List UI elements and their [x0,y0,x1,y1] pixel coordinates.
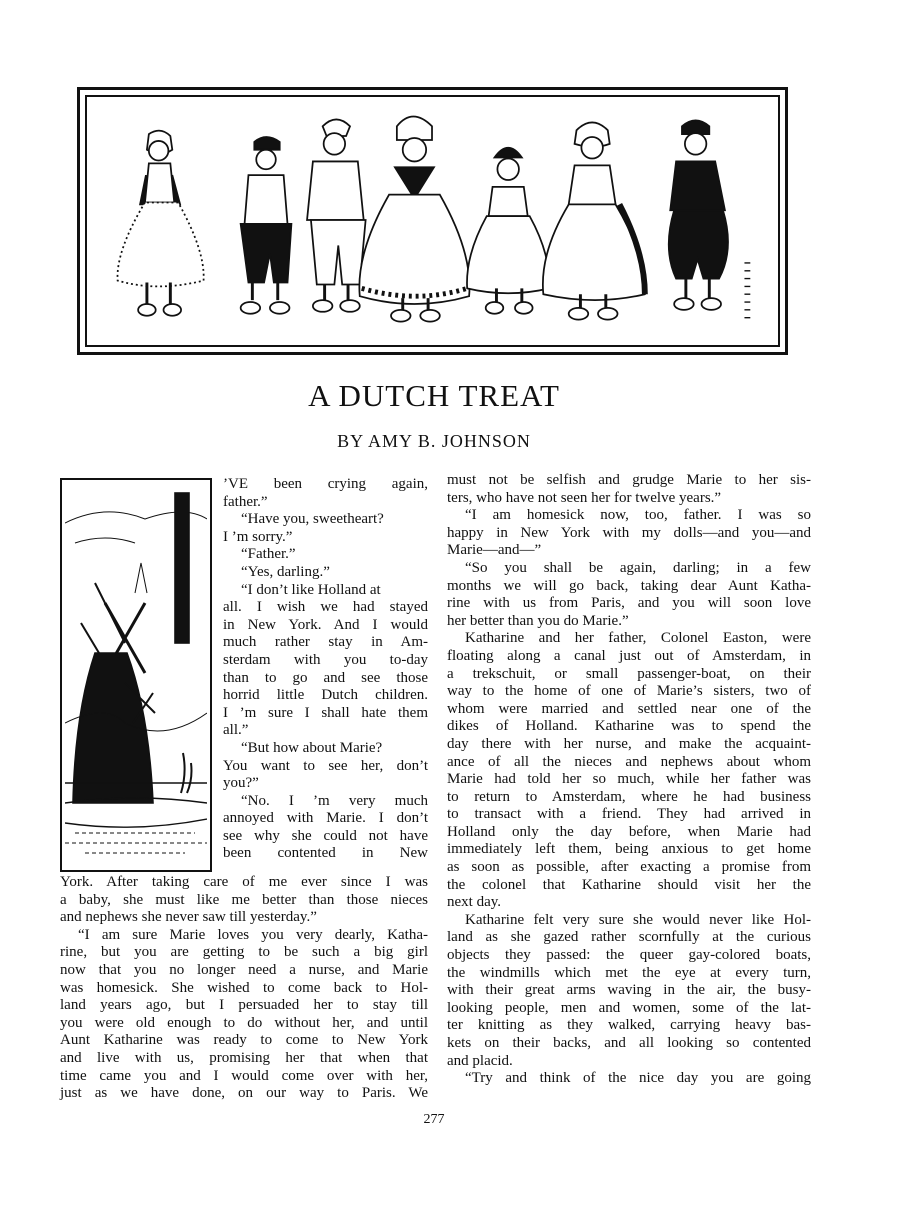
text-line: her better than you do Marie.” [447,612,629,629]
text-line: “Try and think of the nice day you are going [465,1070,811,1087]
text-line: I ’m sure I shall hate them [223,704,428,721]
text-line: time came you and I would come over with her, [60,1067,428,1084]
text-line: to transact with a friend. They had arrived in [447,806,811,823]
dutch-girl-figure-5 [467,148,549,314]
text-line: ance of all the nieces and nephews about whom [447,753,811,770]
text-line: Holland only the day before, when Marie had [447,823,811,840]
text-line: day there with her nurse, and make the acquaint- [447,735,811,752]
text-line: the colonel that Katharine should visit her the [447,876,811,893]
text-line: ters, who have not seen her for twelve years.” [447,489,722,506]
text-line: objects they passed: the queer gay-colored boats, [447,947,811,964]
text-line: than to go and see those [223,669,428,686]
text-line: Katharine and her father, Colonel Easton, were [465,630,811,647]
text-line: whom were married and settled near one of the [447,700,811,717]
text-line: and live with us, promising her that when that [60,1049,428,1066]
dutch-boy-figure-7 [669,120,728,309]
text-line: sterdam with you to-day [223,651,428,668]
artist-signature [744,263,750,318]
text-line: “Father.” [241,546,296,563]
text-line: with their great arms waving in the air, the busy- [447,982,811,999]
windmill-drawing [65,483,207,867]
text-line: Marie—and—” [447,542,542,559]
text-line: kets on their backs, and all looking so contented [447,1035,811,1051]
article-byline: BY AMY B. JOHNSON [337,431,531,451]
text-line: “Yes, darling.” [241,563,330,580]
text-line: Katharine felt very sure she would never like Hol- [465,911,811,928]
text-line: you were old enough to do without her, and until [60,1014,428,1031]
text-line: I ’m sorry.” [223,528,293,545]
text-line: You want to see her, don’t [223,757,428,774]
text-line: and placid. [447,1052,513,1069]
text-line: months we will go back, taking dear Aunt Katha- [447,577,811,594]
page-number: 277 [423,1112,445,1127]
text-line: “I don’t like Holland at [241,581,381,598]
dutch-girl-figure-4 [359,117,469,322]
text-line: just as we have done, on our way to Paris. We [60,1085,428,1102]
text-line: father.” [223,493,268,510]
text-column-b [60,874,428,1103]
windmill-tower [73,653,153,803]
text-line: all.” [223,722,249,739]
dutch-children-illustration [87,97,778,345]
text-line: horrid little Dutch children. [223,687,428,704]
illustration-banner [77,87,788,355]
text-line: “Have you, sweetheart? [241,511,384,528]
text-line: way to the home of one of Marie’s sisters, two of [447,683,811,700]
text-line: “But how about Marie? [241,739,383,756]
text-line: looking people, men and women, some of the lat- [447,999,811,1016]
text-line: you?” [223,775,259,792]
text-line: “I am homesick now, too, father. I was so [465,507,811,524]
text-line: ’VE been crying again, [223,476,428,492]
article-title: A DUTCH TREAT [308,378,560,413]
text-line: now that you no longer need a nurse, and Marie [60,961,428,978]
dark-post [175,493,189,643]
text-line: in New York. And I would [223,616,428,633]
text-line: next day. [447,894,502,911]
text-line: much rather stay in Am- [223,634,428,651]
text-line: as soon as possible, after exacting a promise from [447,859,811,876]
text-line: immediately left them, being anxious to get home [447,841,811,858]
text-line: a baby, she must like me better than those nieces [60,891,428,908]
text-line: all. I wish we had stayed [223,599,428,616]
text-line: Marie had told her so much, while her father was [447,771,811,788]
text-line: annoyed with Marie. I don’t [223,810,428,827]
text-line: “I am sure Marie loves you very dearly, Katha- [78,926,428,943]
text-line: land years ago, but I persuaded her to stay till [60,997,428,1014]
text-line: happy in New York with my dolls—and you—and [447,524,811,541]
text-column-a [223,476,428,863]
text-column-c [447,472,811,1088]
text-line: “No. I ’m very much [241,792,428,809]
illustration-frame [85,95,780,347]
text-line: been contented in New [223,845,428,862]
text-line: the windmills which met the eye at every turn, [447,964,811,981]
text-line: to return to Amsterdam, where he had business [447,788,811,805]
text-line: rine with us from Paris, and you will soon love [447,595,811,612]
text-line: floating along a canal just out of Amsterdam, in [447,647,811,664]
dutch-girl-figure-6 [543,122,645,319]
dutch-boy-figure-2 [241,137,292,314]
text-line: York. After taking care of me ever since I was [60,874,428,890]
text-line: rine, but you are getting to be such a big girl [60,944,428,961]
text-line: see why she could not have [223,827,428,844]
text-line: dikes of Holland. Katharine was to spend the [447,718,811,735]
text-line: land as she gazed rather scornfully at the curious [447,929,811,946]
dutch-girl-figure-3 [307,119,366,311]
text-line: “So you shall be again, darling; in a few [465,559,811,576]
text-line: must not be selfish and grudge Marie to her sis- [447,472,811,488]
text-line: was homesick. She wished to come back to Hol- [60,979,428,996]
text-line: a trekschuit, or small passenger-boat, on their [447,665,811,682]
text-line: Aunt Katharine was ready to come to New York [60,1032,428,1049]
text-line: ter knitting as they walked, carrying heavy bas- [447,1017,811,1034]
text-line: and nephews she never saw till yesterday.” [60,909,317,926]
windmill-illustration [60,478,212,872]
dutch-girl-figure-1 [117,131,203,316]
